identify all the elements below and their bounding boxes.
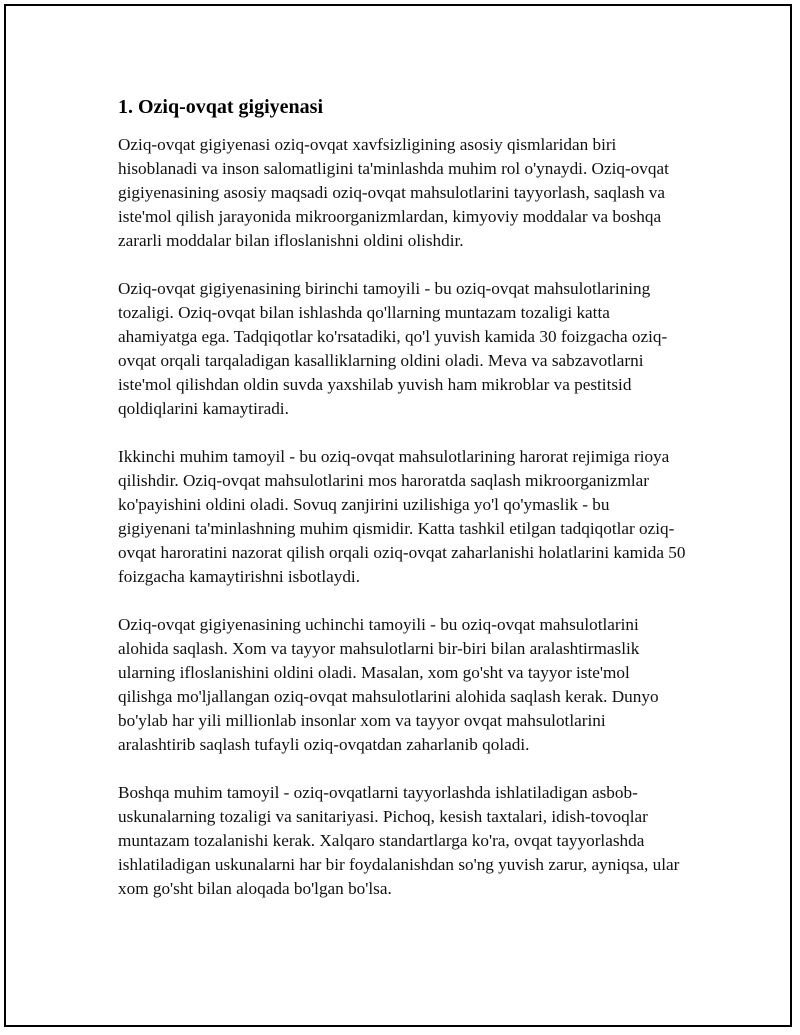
paragraph-third-principle: Oziq-ovqat gigiyenasining uchinchi tamoyili - bu oziq-ovqat mahsulotlarini alohida saqlash. Xom va tayyor mahsulotlarni bir-biri bilan aralashtirmaslik ularning ifloslanishini oldini oladi. Masalan, xom go'sht va tayyor iste'mol qilishga mo'ljallangan oziq-ovqat mahsulotlarini alohida saqlash kerak. Dunyo bo'ylab har yili millionlab insonlar xom va tayyor ovqat mahsulotlarini aralashtirib saqlash tufayli oziq-ovqatdan zaharlanib qoladi.	[118, 615, 659, 754]
paragraph-second-principle: Ikkinchi muhim tamoyil - bu oziq-ovqat mahsulotlarining harorat rejimiga rioya qilishdir. Oziq-ovqat mahsulotlarini mos haroratda saqlash mikroorganizmlar ko'payishini oldini oladi. Sovuq zanjirini uzilishiga yo'l qo'ymaslik - bu gigiyenani ta'minlashning muhim qismidir. Katta tashkil etilgan tadqiqotlar oziq-ovqat haroratini nazorat qilish orqali oziq-ovqat zaharlanishi holatlarini kamida 50 foizgacha kamaytirishni isbotlaydi.	[118, 447, 686, 586]
paragraph-equipment-principle: Boshqa muhim tamoyil - oziq-ovqatlarni tayyorlashda ishlatiladigan asbob-uskunalarning tozaligi va sanitariyasi. Pichoq, kesish taxtalari, idish-tovoqlar muntazam tozalanishi kerak. Xalqaro standartlarga ko'ra, ovqat tayyorlashda ishlatiladigan uskunalarni har bir foydalanishdan so'ng yuvish zarur, ayniqsa, ular xom go'sht bilan aloqada bo'lgan bo'lsa.	[118, 783, 680, 898]
paragraph-intro: Oziq-ovqat gigiyenasi oziq-ovqat xavfsizligining asosiy qismlaridan biri hisoblanadi va inson salomatligini ta'minlashda muhim rol o'ynaydi. Oziq-ovqat gigiyenasining asosiy maqsadi oziq-ovqat mahsulotlarini tayyorlash, saqlash va iste'mol qilish jarayonida mikroorganizmlardan, kimyoviy moddalar va boshqa zararli moddalar bilan ifloslanishni oldini olishdir.	[118, 135, 669, 250]
document-body	[118, 92, 686, 925]
paragraph-first-principle: Oziq-ovqat gigiyenasining birinchi tamoyili - bu oziq-ovqat mahsulotlarining tozaligi. Oziq-ovqat bilan ishlashda qo'llarning muntazam tozaligi katta ahamiyatga ega. Tadqiqotlar ko'rsatadiki, qo'l yuvish kamida 30 foizgacha oziq-ovqat orqali tarqaladigan kasalliklarning oldini oladi. Meva va sabzavotlarni iste'mol qilishdan oldin suvda yaxshilab yuvish ham mikroblar va pestitsid qoldiqlarini kamaytiradi.	[118, 279, 668, 418]
section-heading: 1. Oziq-ovqat gigiyenasi	[118, 96, 324, 118]
